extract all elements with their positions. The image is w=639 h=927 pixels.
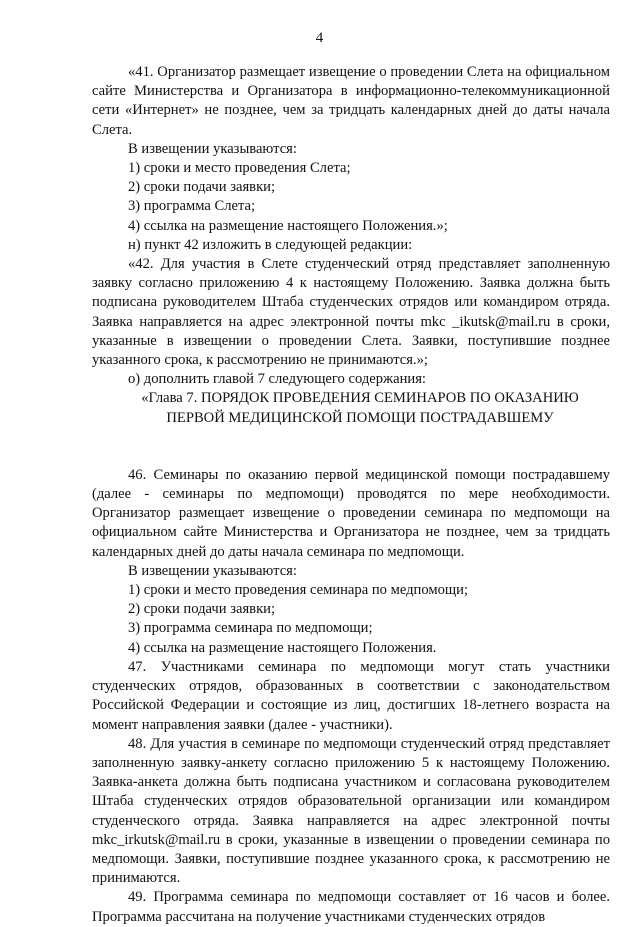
- paragraph-46: 46. Семинары по оказанию первой медицинской помощи пострадавшему (далее - семинары по медпомощи) проводятся по мере необходимости. Организатор размещает извещение о проведении семинара по медпомощи на официальном сайте Министерства и Организатора не позднее, чем за тридцать календарных дней до даты начала семинара по медпомощи.: [92, 466, 610, 560]
- paragraph-47: 47. Участниками семинара по медпомощи могут стать участники студенческих отрядов, образованных в соответствии с законодательством Российской Федерации и состоящие из лиц, достигших 18-летнего возраста на момент направления заявки (далее - участники).: [92, 658, 610, 733]
- amendment-o: о) дополнить главой 7 следующего содержания:: [128, 371, 426, 388]
- list-item: 4) ссылка на размещение настоящего Положения.»;: [128, 217, 448, 234]
- page-number: 4: [315, 30, 324, 46]
- paragraph-41: «41. Организатор размещает извещение о проведении Слета на официальном сайте Министерства и Организатора в информационно-телекоммуникационной сети «Интернет» не позднее, чем за тридцать календарных дней до даты начала Слета.: [92, 64, 610, 138]
- chapter-title-line: ПЕРВОЙ МЕДИЦИНСКОЙ ПОМОЩИ ПОСТРАДАВШЕМУ: [166, 409, 554, 426]
- list-item: 2) сроки подачи заявки;: [128, 179, 276, 196]
- list-item: 3) программа Слета;: [128, 198, 256, 215]
- paragraph-49: 49. Программа семинара по медпомощи составляет от 16 часов и более. Программа рассчитана на получение участниками студенческих отрядов: [92, 889, 610, 925]
- amendment-n: н) пункт 42 изложить в следующей редакции:: [128, 236, 413, 253]
- document-body: [92, 63, 610, 927]
- list-item: 1) сроки и место проведения семинара по медпомощи;: [128, 582, 468, 599]
- spacer: [92, 428, 610, 466]
- list-item: 2) сроки подачи заявки;: [128, 601, 276, 618]
- list-item: 3) программа семинара по медпомощи;: [128, 620, 373, 637]
- list-item: 1) сроки и место проведения Слета;: [128, 160, 351, 177]
- paragraph-42: «42. Для участия в Слете студенческий отряд представляет заполненную заявку согласно приложению 4 к настоящему Положению. Заявка должна быть подписана руководителем Штаба студенческих отрядов или командиром отряда. Заявка направляется на адрес электронной почты mkc _ikutsk@mail.ru в сроки, указанные в извещении о проведении Слета. Заявки, поступившие позднее указанного срока, к рассмотрению не принимаются.»;: [92, 256, 610, 369]
- list-item: 4) ссылка на размещение настоящего Положения.: [128, 639, 437, 656]
- paragraph-48: 48. Для участия в семинаре по медпомощи студенческий отряд представляет заполненную заявку-анкету согласно приложению 5 к настоящему Положению. Заявка-анкета должна быть подписана участником и согласована руководителем Штаба студенческих отрядов образовательной организации или командиром студенческого отряда. Заявка направляется на адрес электронной почты mkc_irkutsk@mail.ru в сроки, указанные в извещении о проведении семинара по медпомощи. Заявки, поступившие позднее указанного срока, к рассмотрению не принимаются.: [92, 735, 610, 887]
- chapter-title-line: «Глава 7. ПОРЯДОК ПРОВЕДЕНИЯ СЕМИНАРОВ ПО ОКАЗАНИЮ: [141, 390, 579, 407]
- notice-contents-heading: В извещении указываются:: [128, 562, 297, 579]
- notice-contents-heading: В извещении указываются:: [128, 140, 297, 157]
- chapter-title: [92, 389, 610, 427]
